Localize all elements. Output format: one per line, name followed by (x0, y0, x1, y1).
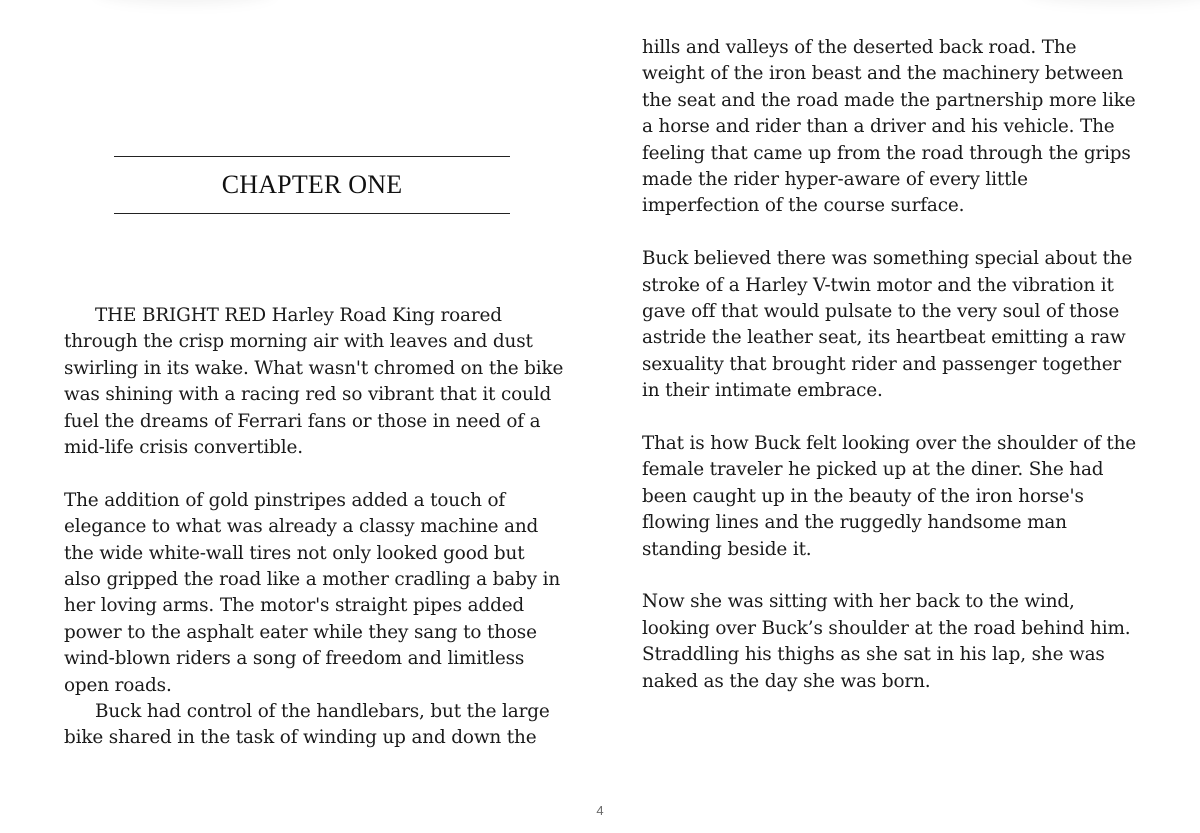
paragraph: hills and valleys of the deserted back road. The weight of the iron beast and the machinery between the seat and the road made the partnership more like a horse and rider than a driver and his vehicle. The feeling that came up from the road through the grips made the rider hyper-aware of every little imperfection of the course surface. (642, 37, 1136, 217)
left-page-text (64, 303, 564, 752)
paragraph: That is how Buck felt looking over the shoulder of the female traveler he picked up at the diner. She had been caught up in the beauty of the iron horse's flowing lines and the ruggedly handsome man standing beside it. (642, 433, 1137, 560)
chapter-title: CHAPTER ONE (221, 170, 403, 199)
left-page (64, 0, 564, 833)
chapter-heading (114, 156, 510, 214)
paragraph: Now she was sitting with her back to the wind, looking over Buck’s shoulder at the road behind him. Straddling his thighs as she sat in his lap, she was naked as the day she was born. (642, 591, 1131, 692)
right-page (642, 0, 1142, 833)
paragraph: Buck believed there was something special about the stroke of a Harley V-twin motor and the vibration it gave off that would pulsate to the very soul of those astride the leather seat, its heartbeat emitting a raw sexuality that brought rider and passenger together in their intimate embrace. (642, 248, 1133, 402)
page-number: 4 (596, 803, 604, 818)
paragraph: THE BRIGHT RED Harley Road King roared through the crisp morning air with leaves and dust swirling in its wake. What wasn't chromed on the bike was shining with a racing red so vibrant that it could fuel the dreams of Ferrari fans or those in need of a mid-life crisis convertible. (64, 305, 564, 459)
paragraph: The addition of gold pinstripes added a touch of elegance to what was already a classy machine and the wide white-wall tires not only looked good but also gripped the road like a mother cradling a baby in her loving arms. The motor's straight pipes added power to the asphalt eater while they sang to those wind-blown riders a song of freedom and limitless open roads. (64, 489, 561, 696)
right-page-text (642, 35, 1142, 695)
chapter-rule-bottom (114, 213, 510, 214)
paragraph: Buck had control of the handlebars, but the large bike shared in the task of winding up and down the (64, 701, 550, 749)
